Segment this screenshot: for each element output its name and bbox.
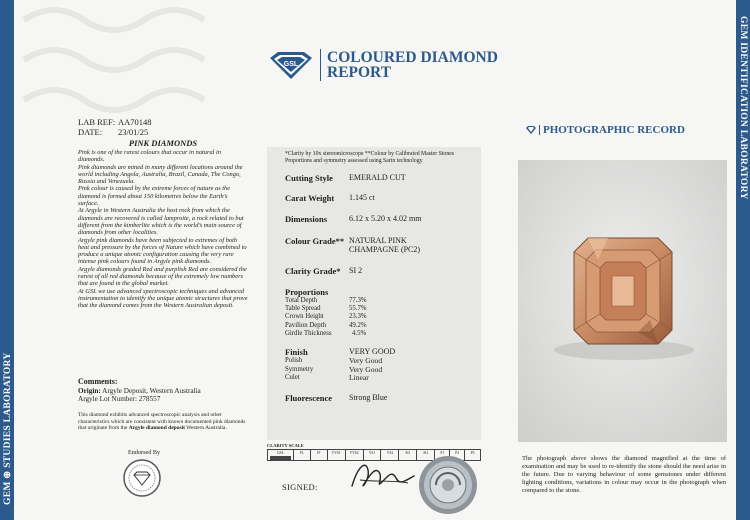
argyle-lot-number: Argyle Lot Number: 278557 bbox=[78, 395, 161, 404]
colour-grade-label: Colour Grade** bbox=[285, 235, 345, 246]
clarity-grade-label: SI1 bbox=[405, 451, 411, 455]
clarity-grade-label: VVS2 bbox=[349, 451, 359, 455]
dimensions-label: Dimensions bbox=[285, 213, 328, 224]
clarity-grade-label: P3 bbox=[470, 451, 475, 455]
clarity-grade-label: VVS1 bbox=[331, 451, 341, 455]
finish-sub-label: Culet bbox=[285, 373, 300, 381]
clarity-grade-label: Clarity Grade* bbox=[285, 265, 341, 276]
report-title-line-2: REPORT bbox=[327, 64, 392, 81]
header-separator bbox=[320, 49, 321, 81]
emerald-cut-diamond-image bbox=[518, 160, 727, 442]
photographic-record-title: PHOTOGRAPHIC RECORD bbox=[543, 124, 685, 136]
clarity-grade-label: SI2 bbox=[423, 451, 429, 455]
proportion-value: 55.7% bbox=[349, 305, 367, 313]
clarity-grade-row bbox=[285, 266, 481, 276]
finish-sub-label: Symmetry bbox=[285, 365, 314, 373]
narrative-paragraph: At Argyle in Western Australia the host rock from which the diamonds are recovered is called lamproite, a rock related to but different from the kimberlite which is the world’s main source of diamonds from other localities. bbox=[78, 207, 244, 237]
proportion-label: Girdle Thickness bbox=[285, 330, 332, 337]
clarity-grade-value: SI 2 bbox=[349, 265, 363, 275]
clarity-cell bbox=[328, 450, 346, 460]
narrative-title: PINK DIAMONDS bbox=[128, 138, 198, 148]
report-title-line-1: COLOURED DIAMOND bbox=[327, 49, 498, 66]
cutting-style-value: EMERALD CUT bbox=[349, 172, 406, 182]
grading-results bbox=[267, 147, 481, 403]
narrative-paragraph: Argyle pink diamonds have been subjected to extremes of both heat and pressure by the forces of Nature which have combined to produce a unique atomic configuration causing the very rare intense pink colours found in Argyle pink diamonds. bbox=[78, 236, 247, 266]
left-band-text: GEM ⊕ STUDIES LABORATORY bbox=[3, 352, 13, 505]
gsl-diamond-logo bbox=[268, 50, 314, 80]
origin-value: Argyle Deposit, Western Australia bbox=[102, 386, 201, 395]
clarity-cell bbox=[294, 450, 311, 460]
comments-block bbox=[78, 378, 248, 404]
proportions-header bbox=[285, 287, 481, 297]
clarity-grade-label: GSL bbox=[277, 451, 284, 455]
pink-diamonds-narrative bbox=[78, 138, 248, 310]
proportion-row bbox=[285, 330, 481, 338]
clarity-cell bbox=[311, 450, 328, 460]
colour-grade-row bbox=[285, 236, 481, 254]
photographic-record-heading bbox=[525, 124, 685, 136]
lab-ref-label: LAB REF: bbox=[78, 117, 116, 127]
heading-separator bbox=[539, 125, 540, 135]
dimensions-row bbox=[285, 214, 481, 224]
finish-sub-row bbox=[285, 374, 481, 382]
fluorescence-label: Fluorescence bbox=[285, 393, 333, 404]
finish-sub-value: Very Good bbox=[349, 356, 383, 366]
narrative-paragraph: Pink diamonds are mined in many different locations around the world including Angola, Australia, Brazil, Canada, The Congo, Russia and Venezuela. bbox=[78, 163, 243, 186]
carat-weight-value: 1.145 ct bbox=[349, 192, 375, 202]
lab-ref-value: AA70148 bbox=[118, 117, 152, 127]
proportion-label: Total Depth bbox=[285, 296, 318, 304]
cutting-style-label: Cutting Style bbox=[285, 172, 333, 183]
endorsement-seal-icon bbox=[122, 458, 162, 498]
colour-grade-value-line-1: NATURAL PINK bbox=[349, 235, 407, 245]
narrative-paragraph: Pink colour is caused by the extreme forces of nature as the diamond is formed about 150 kilometres below the Earth’s surface. bbox=[78, 185, 231, 208]
report-header bbox=[268, 49, 498, 81]
narrative-paragraph: At GSL we use advanced spectroscopic techniques and advanced instrumentation to identify the unique atomic structures that prove that the diamond comes from the Western Australian deposit. bbox=[78, 287, 248, 310]
date-label: DATE: bbox=[78, 127, 103, 137]
hologram-seal-icon bbox=[418, 455, 478, 515]
clarity-grade-label: P2 bbox=[455, 451, 460, 455]
clarity-grade-label: VS1 bbox=[368, 451, 376, 455]
proportions-label: Proportions bbox=[285, 286, 329, 297]
proportion-value: 23.3% bbox=[349, 313, 367, 321]
fluorescence-value: Strong Blue bbox=[349, 393, 388, 403]
clarity-grade-label: P1 bbox=[440, 451, 445, 455]
finish-sub-row bbox=[285, 357, 481, 365]
carat-weight-label: Carat Weight bbox=[285, 192, 335, 203]
finish-sub-row bbox=[285, 366, 481, 374]
proportion-row bbox=[285, 313, 481, 321]
proportion-value: 77.3% bbox=[349, 296, 367, 304]
diamond-photo bbox=[518, 160, 727, 442]
grading-notes bbox=[267, 147, 481, 166]
advanced-note-text: This diamond exhibits advanced spectroscopic analysis and other characteristics which are consistent with known documented pink diamonds that originate from the bbox=[78, 412, 246, 432]
proportion-row bbox=[285, 297, 481, 305]
diamond-icon bbox=[525, 126, 537, 134]
logo-text: GSL bbox=[283, 61, 299, 68]
carat-weight-row bbox=[285, 193, 481, 203]
colour-grade-value-line-2: CHAMPAGNE (PC2) bbox=[349, 244, 421, 254]
report-meta bbox=[78, 117, 152, 137]
clarity-scale-title: CLARITY SCALE bbox=[267, 443, 304, 448]
grading-note: *Clarity by 10x stereomicroscope **Colour by Calibrated Master Stones bbox=[285, 151, 455, 157]
proportion-label: Crown Height bbox=[285, 313, 324, 321]
signed-label: SIGNED: bbox=[282, 482, 318, 492]
finish-sub-label: Polish bbox=[285, 357, 302, 365]
clarity-grade-label: IF bbox=[317, 451, 321, 455]
proportion-value: 49.2% bbox=[349, 321, 367, 329]
finish-sub-value: Very Good bbox=[349, 364, 383, 374]
proportion-row bbox=[285, 322, 481, 330]
finish-value: VERY GOOD bbox=[349, 347, 396, 357]
fluorescence-row bbox=[285, 393, 481, 403]
advanced-note-deposit: Argyle diamond deposit bbox=[128, 425, 185, 432]
clarity-cell bbox=[268, 450, 294, 460]
narrative-paragraph: Argyle diamonds graded Red and purplish Red are considered the rarest of all red diamonds because of the extremely low numbers that are found in the global market. bbox=[78, 265, 247, 288]
finish-row bbox=[285, 347, 481, 357]
signature-image bbox=[346, 456, 420, 496]
dimensions-value: 6.12 x 5.20 x 4.02 mm bbox=[349, 213, 422, 223]
narrative-paragraph: Pink is one of the rarest colours that occur in natural in diamonds. bbox=[78, 149, 222, 164]
finish-sub-value: Linear bbox=[349, 372, 369, 382]
comments-title: Comments: bbox=[78, 377, 118, 386]
cutting-style-row bbox=[285, 173, 481, 183]
proportion-value: 4.5% bbox=[352, 330, 367, 337]
grading-note: Proportions and symmetry assessed using Sarin technology bbox=[285, 158, 423, 165]
proportion-label: Table Spread bbox=[285, 305, 321, 313]
date-value: 23/01/25 bbox=[118, 127, 149, 137]
photo-caption: The photograph above shows the diamond magnified at the time of examination and may be used to re-identify the stone should the need arise in the future. Due to varying behaviour of some gemstones under different lighting conditions, variations in colour may occur in the photograph when compared to the stone. bbox=[522, 455, 726, 494]
proportion-row bbox=[285, 305, 481, 313]
advanced-note-end: Western Australia. bbox=[184, 425, 227, 432]
right-band-text: GEM IDENTIFICATION LABORATORY bbox=[738, 16, 748, 200]
proportion-label: Pavilion Depth bbox=[285, 321, 326, 329]
advanced-analysis-note bbox=[78, 412, 248, 432]
clarity-grade-label: FL bbox=[299, 451, 304, 455]
origin-label: Origin: bbox=[78, 386, 101, 395]
clarity-grade-label: VS2 bbox=[386, 451, 394, 455]
finish-label: Finish bbox=[285, 347, 308, 358]
endorsed-by-label: Endorsed By bbox=[128, 449, 161, 456]
report-title bbox=[327, 50, 498, 80]
